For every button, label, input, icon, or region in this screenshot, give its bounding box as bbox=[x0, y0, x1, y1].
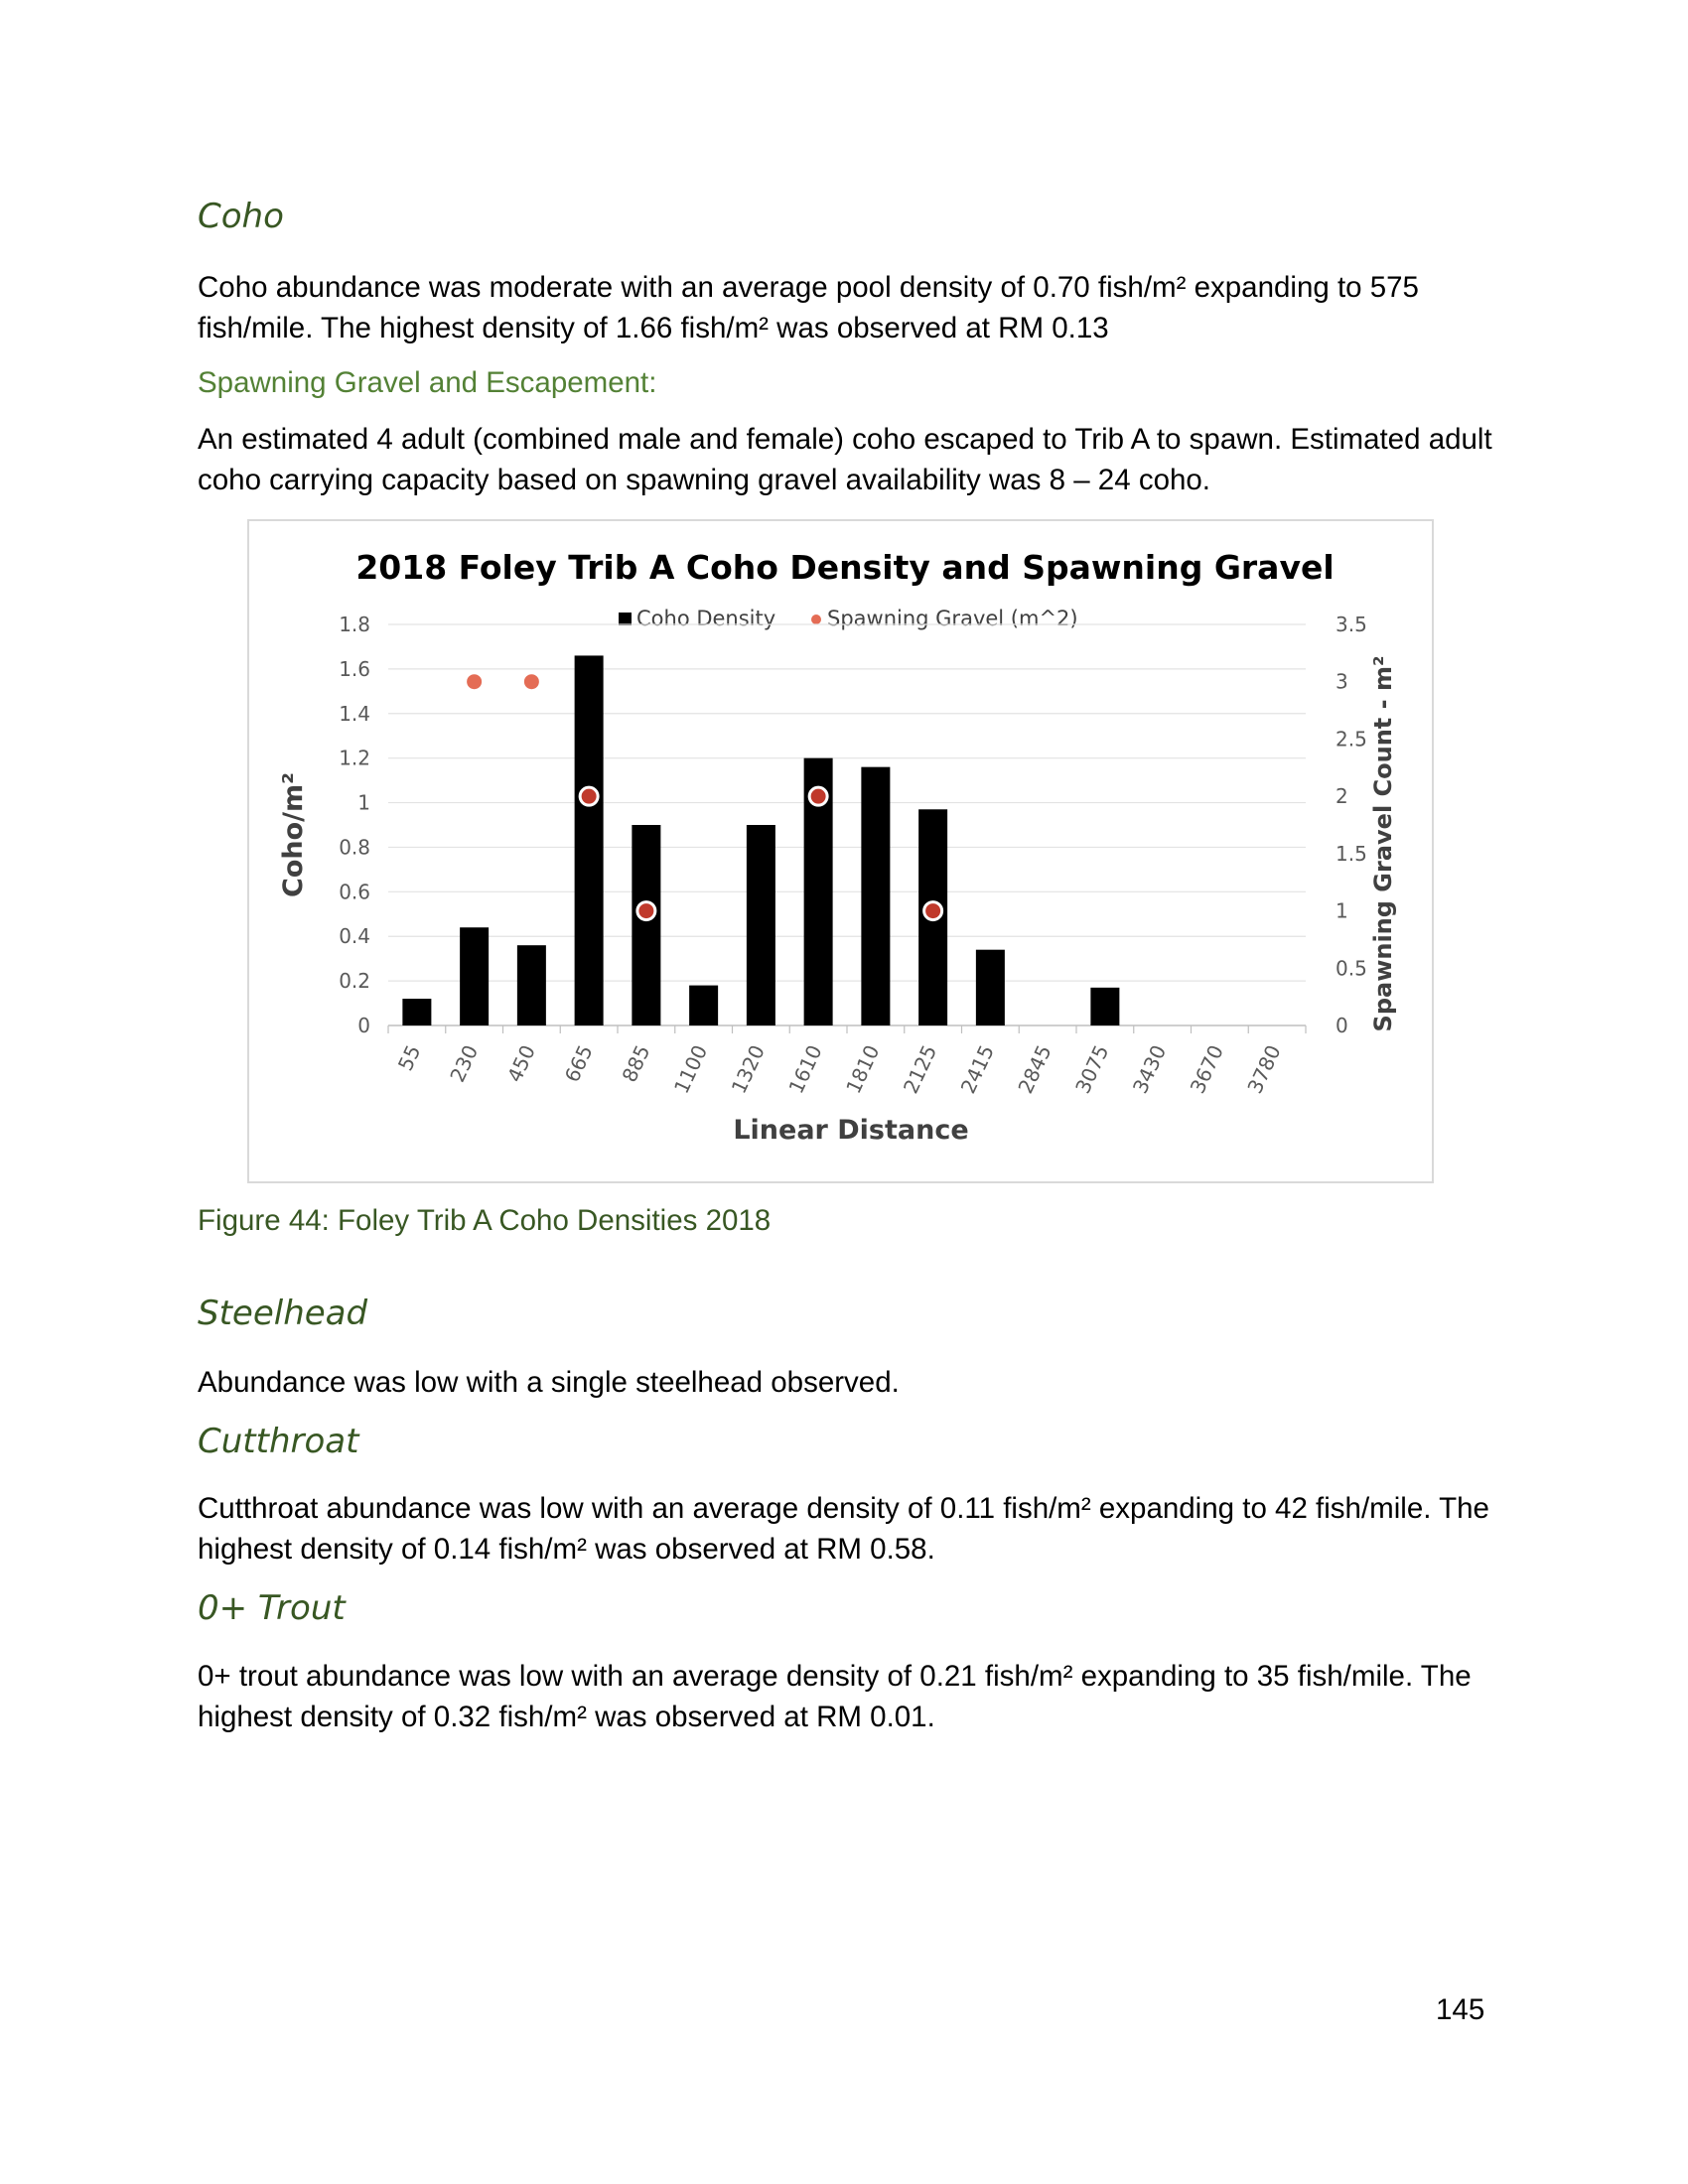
escapement-paragraph: An estimated 4 adult (combined male and female) coho escaped to Trib A to spawn. Estimated adult coho carrying capacity based on spawning gravel availability was 8 – 24 coho. bbox=[198, 423, 1492, 496]
x-tick-label: 1810 bbox=[841, 1040, 885, 1098]
coho-paragraph: Coho abundance was moderate with an average pool density of 0.70 fish/m² expanding to 575 fish/mile. The highest density of 1.66 fish/m² was observed at RM 0.13 bbox=[198, 271, 1419, 344]
legend-label-coho-density: Coho Density bbox=[636, 607, 776, 630]
y2-tick-label: 1 bbox=[1336, 898, 1348, 923]
y2-axis-label: Spawning Gravel Count - m² bbox=[1369, 655, 1397, 1032]
x-tick-label: 3075 bbox=[1070, 1040, 1114, 1098]
cutthroat-heading: Cutthroat bbox=[198, 1422, 359, 1461]
x-tick-label: 55 bbox=[392, 1040, 426, 1075]
y-tick-label: 1.6 bbox=[339, 656, 370, 681]
trout-paragraph: 0+ trout abundance was low with an average density of 0.21 fish/m² expanding to 35 fish/mile. The highest density of 0.32 fish/m² was observed at RM 0.01. bbox=[198, 1660, 1472, 1733]
point-spawning-gravel bbox=[809, 787, 827, 805]
bar-coho-density bbox=[632, 825, 660, 1025]
x-tick-label: 1100 bbox=[668, 1040, 713, 1098]
cutthroat-paragraph: Cutthroat abundance was low with an average density of 0.11 fish/m² expanding to 42 fish/mile. The highest density of 0.14 fish/m² was observed at RM 0.58. bbox=[198, 1492, 1489, 1566]
x-tick-label: 1320 bbox=[726, 1040, 770, 1098]
coho-heading: Coho bbox=[198, 197, 284, 236]
spawning-gravel-subheading: Spawning Gravel and Escapement: bbox=[198, 366, 657, 399]
bars-layer bbox=[402, 655, 1119, 1025]
y2-tick-label: 2 bbox=[1336, 784, 1348, 809]
point-spawning-gravel bbox=[522, 673, 540, 691]
x-tick-label: 2415 bbox=[955, 1040, 999, 1098]
y-tick-label: 1.2 bbox=[339, 746, 370, 770]
chart-title: 2018 Foley Trib A Coho Density and Spawning Gravel bbox=[355, 548, 1335, 587]
point-spawning-gravel bbox=[580, 787, 598, 805]
figure-caption: Figure 44: Foley Trib A Coho Densities 2018 bbox=[198, 1204, 772, 1237]
bar-coho-density bbox=[976, 950, 1005, 1025]
x-axis-label: Linear Distance bbox=[733, 1115, 969, 1146]
bar-coho-density bbox=[460, 927, 489, 1025]
y-tick-label: 0.4 bbox=[339, 924, 370, 949]
ticks-layer bbox=[339, 613, 1367, 1097]
x-tick-label: 3670 bbox=[1185, 1040, 1228, 1098]
bar-coho-density bbox=[747, 825, 775, 1025]
x-tick-label: 2125 bbox=[898, 1040, 942, 1098]
x-tick-label: 230 bbox=[445, 1040, 484, 1086]
y2-tick-label: 0 bbox=[1336, 1014, 1348, 1037]
y-tick-label: 1.8 bbox=[339, 613, 370, 636]
y2-tick-label: 3 bbox=[1336, 669, 1348, 694]
legend-swatch-spawning-gravel bbox=[811, 614, 821, 624]
bar-coho-density bbox=[402, 999, 431, 1025]
x-tick-label: 665 bbox=[559, 1040, 598, 1086]
legend-label-spawning-gravel: Spawning Gravel (m^2) bbox=[827, 607, 1078, 630]
point-spawning-gravel bbox=[924, 902, 942, 920]
x-tick-label: 885 bbox=[617, 1040, 655, 1086]
y-tick-label: 1 bbox=[357, 790, 370, 815]
x-tick-label: 2845 bbox=[1013, 1040, 1056, 1098]
x-tick-label: 3780 bbox=[1242, 1040, 1286, 1098]
bar-coho-density bbox=[861, 767, 890, 1025]
y-tick-label: 0.6 bbox=[339, 880, 370, 904]
legend-swatch-coho-density bbox=[619, 613, 632, 625]
y-tick-label: 0.2 bbox=[339, 969, 370, 994]
trout-heading: 0+ Trout bbox=[198, 1588, 346, 1628]
x-tick-label: 450 bbox=[502, 1040, 540, 1086]
steelhead-paragraph: Abundance was low with a single steelhead observed. bbox=[198, 1366, 900, 1399]
bar-coho-density bbox=[517, 945, 546, 1025]
chart-legend bbox=[619, 607, 1078, 630]
chart-svg bbox=[249, 521, 1436, 1185]
y2-tick-label: 2.5 bbox=[1336, 727, 1367, 751]
y2-tick-label: 3.5 bbox=[1336, 613, 1367, 636]
point-spawning-gravel bbox=[466, 673, 484, 691]
y2-tick-label: 0.5 bbox=[1336, 956, 1367, 981]
x-tick-label: 3430 bbox=[1127, 1040, 1172, 1098]
y-axis-label: Coho/m² bbox=[278, 772, 309, 897]
y-tick-label: 0.8 bbox=[339, 835, 370, 860]
bar-coho-density bbox=[575, 655, 604, 1025]
x-tick-label: 1610 bbox=[783, 1040, 827, 1098]
y-tick-label: 0 bbox=[357, 1014, 370, 1037]
coho-density-chart bbox=[247, 519, 1434, 1183]
page-number: 145 bbox=[1436, 1993, 1485, 2026]
steelhead-heading: Steelhead bbox=[198, 1294, 368, 1333]
point-spawning-gravel bbox=[637, 902, 655, 920]
bar-coho-density bbox=[689, 986, 718, 1025]
bar-coho-density bbox=[1090, 988, 1119, 1025]
y2-tick-label: 1.5 bbox=[1336, 841, 1367, 866]
y-tick-label: 1.4 bbox=[339, 701, 370, 726]
